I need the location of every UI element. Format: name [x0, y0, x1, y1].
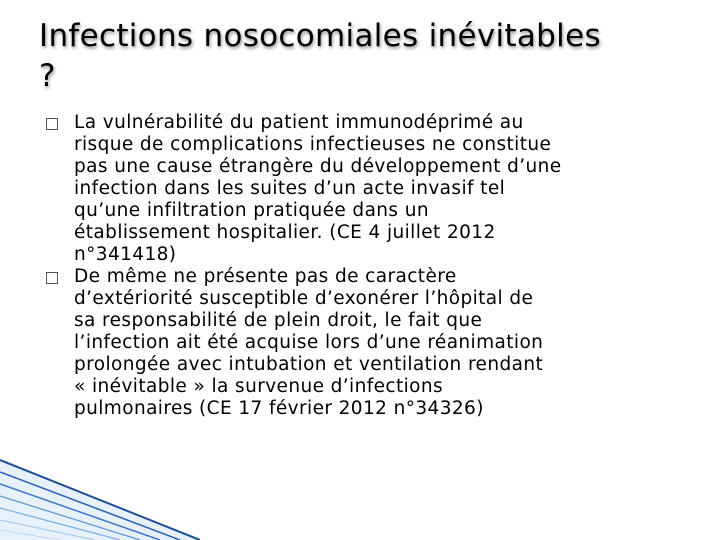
bullet-item — [46, 266, 720, 420]
corner-wave-decoration — [0, 450, 200, 540]
slide-title: Infections nosocomiales inévitables ? — [39, 18, 601, 94]
bullet-text: De même ne présente pas de caractère d’extériorité susceptible d’exonérer l’hôpital de sa responsabilité de plein droit, le fait que l’infection ait été acquise lors d’une réanimation prolongée avec intubation et ventilation rendant « inévitable » la survenue d’infections pulmonaires (CE 17 février 2012 n°34326) — [74, 266, 544, 419]
square-bullet-icon — [46, 118, 58, 130]
slide-body — [46, 112, 720, 420]
bullet-item — [46, 112, 720, 266]
bullet-text: La vulnérabilité du patient immunodéprimé au risque de complications infectieuses ne constitue pas une cause étrangère du développement d’une infection dans les suites d’un acte invasif tel qu’une infiltration pratiquée dans un établissement hospitalier. (CE 4 juillet 2012 n°341418) — [74, 112, 562, 265]
square-bullet-icon — [46, 272, 58, 284]
